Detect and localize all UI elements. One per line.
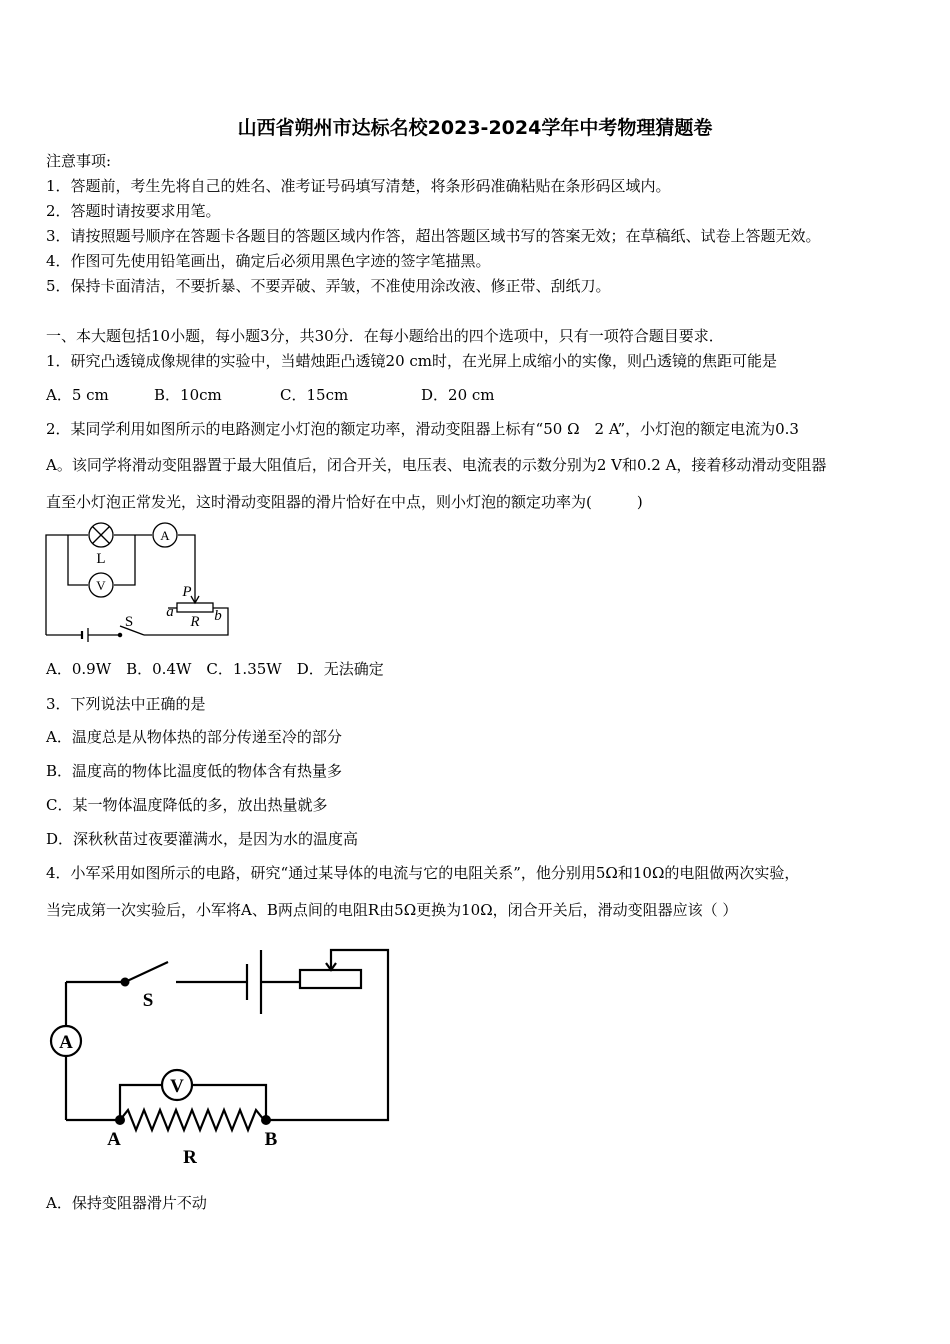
q3-option-c: C．某一物体温度降低的多，放出热量就多 xyxy=(46,796,328,814)
q2-options: A．0.9W B．0.4W C．1.35W D．无法确定 xyxy=(46,660,384,678)
ammeter-label: A xyxy=(59,1032,73,1053)
q3-option-d: D．深秋秋苗过夜要灌满水，是因为水的温度高 xyxy=(46,830,359,848)
q1-stem: 1．研究凸透镜成像规律的实验中，当蜡烛距凸透镜20 cm时，在光屏上成缩小的实像，则凸透镜的焦距可能是 xyxy=(46,352,778,370)
voltmeter-label: V xyxy=(170,1076,184,1097)
document-title: 山西省朔州市达标名校2023-2024学年中考物理猜题卷 xyxy=(237,117,713,139)
point-a-label: A xyxy=(107,1129,121,1150)
q2-circuit-diagram xyxy=(40,520,240,645)
ammeter-label: A xyxy=(160,528,170,543)
notice-item-3: 3．请按照题号顺序在答题卡各题目的答题区域内作答，超出答题区域书写的答案无效；在草稿纸、试卷上答题无效。 xyxy=(46,227,821,245)
q4-circuit-diagram xyxy=(40,940,400,1170)
switch-label: S xyxy=(124,614,134,630)
voltmeter-label: V xyxy=(96,578,106,593)
resistor-label: R xyxy=(183,1147,197,1168)
q1-option-a: A．5 cm xyxy=(46,386,109,404)
q2-line-1: 2．某同学利用如图所示的电路测定小灯泡的额定功率，滑动变阻器上标有“50 Ω 2 A”，小灯泡的额定电流为0.3 xyxy=(46,420,799,438)
q4-line-2: 当完成第一次实验后，小军将A、B两点间的电阻R由5Ω更换为10Ω，闭合开关后，滑动变阻器应该（ ） xyxy=(46,901,738,919)
section-heading: 一、本大题包括10小题，每小题3分，共30分．在每小题给出的四个选项中，只有一项符合题目要求． xyxy=(46,327,724,345)
rheostat-label: R xyxy=(190,614,200,630)
notice-item-1: 1．答题前，考生先将自己的姓名、准考证号码填写清楚，将条形码准确粘贴在条形码区域内。 xyxy=(46,177,671,195)
rheostat-end-a-label: a xyxy=(166,604,174,620)
q2-line-2: A。该同学将滑动变阻器置于最大阻值后，闭合开关，电压表、电流表的示数分别为2 V和0.2 A，接着移动滑动变阻器 xyxy=(46,456,827,474)
q4-option-a: A．保持变阻器滑片不动 xyxy=(46,1194,207,1212)
q3-stem: 3．下列说法中正确的是 xyxy=(46,695,206,713)
q1-option-d: D．20 cm xyxy=(421,386,495,404)
notice-item-5: 5．保持卡面清洁，不要折暴、不要弄破、弄皱，不准使用涂改液、修正带、刮纸刀。 xyxy=(46,277,611,295)
q3-option-b: B．温度高的物体比温度低的物体含有热量多 xyxy=(46,762,343,780)
q3-option-a: A．温度总是从物体热的部分传递至冷的部分 xyxy=(46,728,342,746)
q2-line-3: 直至小灯泡正常发光，这时滑动变阻器的滑片恰好在中点，则小灯泡的额定功率为( ) xyxy=(46,493,643,511)
slider-label: P xyxy=(182,584,192,600)
switch-label: S xyxy=(142,990,154,1011)
notice-heading: 注意事项: xyxy=(46,152,112,170)
q1-option-b: B．10cm xyxy=(154,386,222,404)
notice-item-4: 4．作图可先使用铅笔画出，确定后必须用黑色字迹的签字笔描黑。 xyxy=(46,252,491,270)
q1-option-c: C．15cm xyxy=(280,386,349,404)
notice-item-2: 2．答题时请按要求用笔。 xyxy=(46,202,221,220)
rheostat-end-b-label: b xyxy=(214,608,222,624)
point-b-label: B xyxy=(264,1129,278,1150)
q4-line-1: 4．小军采用如图所示的电路，研究“通过某导体的电流与它的电阻关系”，他分别用5Ω和10Ω的电阻做两次实验， xyxy=(46,864,800,882)
lamp-label: L xyxy=(96,551,106,567)
